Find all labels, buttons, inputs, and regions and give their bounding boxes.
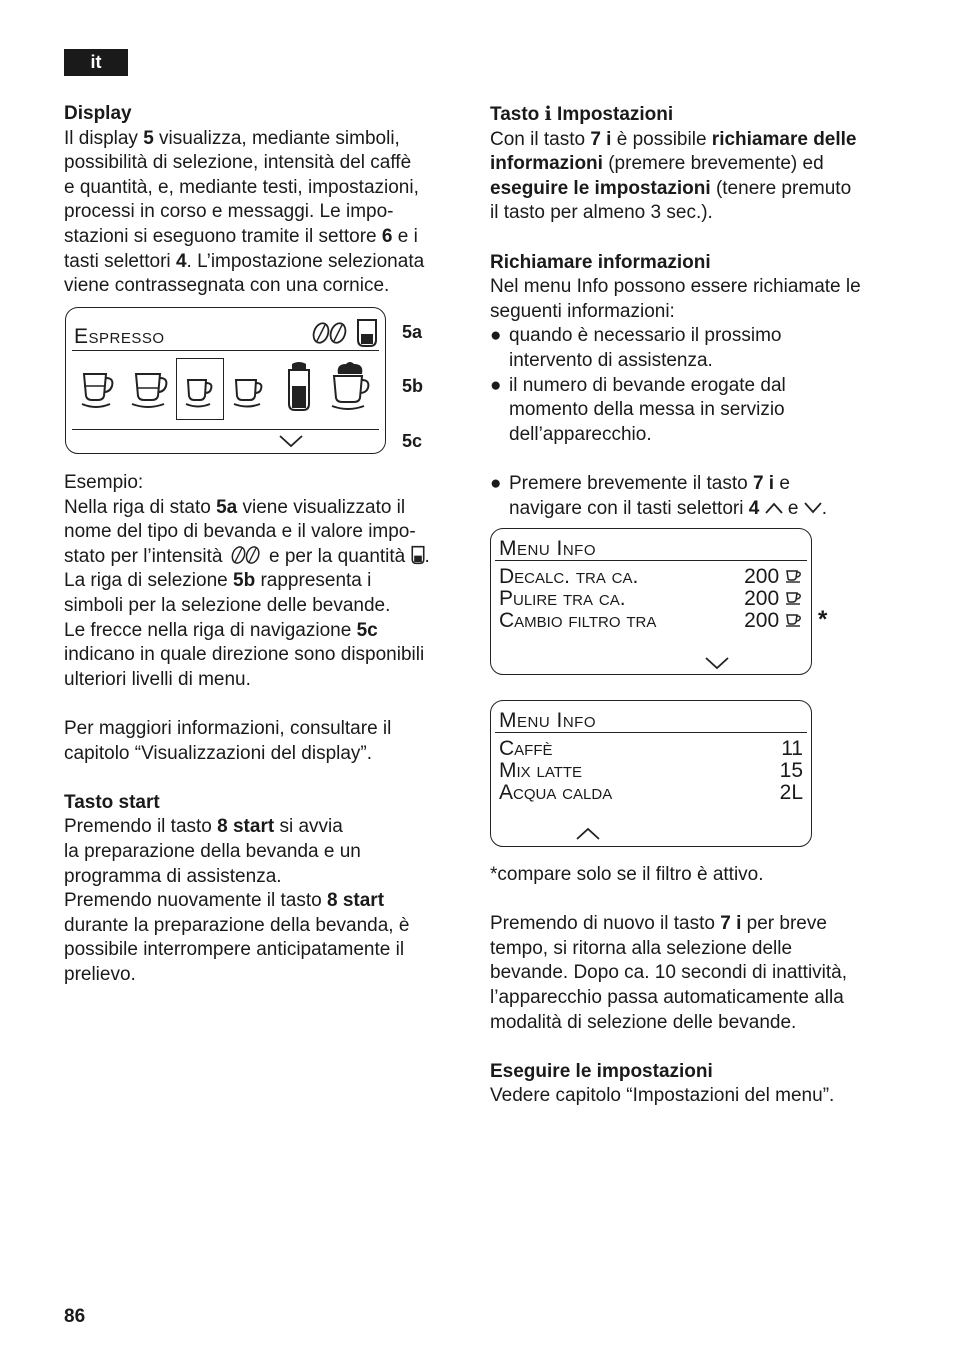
example-line: indicano in quale direzione sono disponibili [64, 644, 425, 666]
exec-heading: Eseguire le impostazioni [490, 1060, 713, 1082]
lcd-espresso [65, 307, 386, 454]
settings-line: eseguire le impostazioni (tenere premuto [490, 177, 852, 199]
settings-line: il tasto per almeno 3 sec.). [490, 202, 713, 224]
lcd-divider [72, 350, 379, 351]
bullet-line: il numero di bevande erogate dal [509, 374, 786, 396]
return-line: Premendo di nuovo il tasto 7 i per breve [490, 913, 827, 935]
info-row: Mix latte 15 [499, 759, 803, 782]
example-line: Esempio: [64, 472, 144, 493]
bullet-line: momento della messa in servizio [509, 399, 785, 421]
bullet-line: quando è necessario il prossimo [509, 325, 782, 347]
bullet-line: dell’apparecchio. [509, 423, 652, 445]
label-5b: 5b [402, 376, 424, 396]
info-intro: Nel menu Info possono essere richiamate le [490, 276, 861, 298]
right-column-lower [490, 863, 900, 1109]
two-beans-icon [228, 545, 264, 565]
bullet-item [490, 324, 900, 373]
start-line: prelievo. [64, 963, 136, 985]
bullet-line: Premere brevemente il tasto 7 i e [509, 472, 790, 494]
start-heading: Tasto start [64, 791, 160, 813]
chevron-down-icon [278, 434, 304, 448]
return-line: modalità di selezione delle bevande. [490, 1011, 797, 1033]
return-line: bevande. Dopo ca. 10 secondi di inattività, [490, 962, 848, 984]
example-line: stato per l’intensità e per la quantità . [64, 545, 430, 567]
chevron-down-icon [704, 656, 730, 670]
settings-line: Con il tasto 7 i è possibile richiamare delle [490, 128, 857, 150]
info-row: Decalc. tra ca. 200 [499, 566, 803, 588]
display-line: processi in corso e messaggi. Le impo- [64, 201, 394, 223]
display-line: e quantità, e, mediante testi, impostazioni, [64, 176, 419, 198]
cup-fill-icon [411, 545, 425, 565]
settings-heading: Tasto i Impostazioni [490, 103, 674, 125]
cappuccino-icon [330, 360, 372, 412]
cup-selected-icon [184, 374, 218, 410]
lcd-title: Menu Info [499, 709, 596, 732]
chevron-down-icon [804, 502, 822, 514]
bullet-dot-icon: ● [490, 325, 502, 347]
double-cup-icon [130, 368, 174, 412]
page-number: 86 [64, 1306, 86, 1327]
example-line: Le frecce nella riga di navigazione 5c [64, 619, 378, 641]
return-line: l’apparecchio passa automaticamente alla [490, 986, 844, 1008]
start-line: Premendo nuovamente il tasto 8 start [64, 890, 385, 912]
cup-fill-icon [356, 318, 378, 348]
more-info-line: Per maggiori informazioni, consultare il [64, 717, 392, 739]
cup-small-icon [785, 591, 803, 605]
language-tag: it [64, 49, 128, 76]
example-line: Nella riga di stato 5a viene visualizzato il [64, 496, 406, 518]
display-heading: Display [64, 103, 132, 124]
bullet-item [490, 472, 900, 521]
bullet-line: intervento di assistenza. [509, 349, 713, 371]
info-row: Pulire tra ca. 200 [499, 588, 803, 610]
info-intro: seguenti informazioni: [490, 300, 675, 322]
display-line: Il display 5 visualizza, mediante simboli, [64, 127, 400, 149]
start-line: durante la preparazione della bevanda, è [64, 914, 410, 936]
cup-small-icon [785, 613, 803, 627]
lcd-divider [495, 732, 807, 733]
start-line: possibile interrompere anticipatamente il [64, 939, 405, 961]
chevron-up-icon [765, 502, 783, 514]
double-cup-icon [80, 368, 120, 412]
right-column [490, 102, 900, 521]
lcd-divider [72, 429, 379, 430]
bullet-item [490, 374, 900, 448]
left-column [64, 102, 464, 299]
footnote: *compare solo se il filtro è attivo. [490, 864, 764, 885]
display-line: stazioni si eseguono tramite il settore 6 e i [64, 225, 418, 247]
milk-jug-icon [284, 360, 314, 412]
lcd-title: Espresso [74, 325, 165, 348]
example-line: La riga di selezione 5b rappresenta i [64, 570, 372, 592]
display-line: viene contrassegnata con una cornice. [64, 275, 390, 297]
example-line: ulteriori livelli di menu. [64, 668, 251, 690]
exec-text: Vedere capitolo “Impostazioni del menu”. [490, 1085, 835, 1107]
two-beans-icon [310, 321, 350, 345]
left-column-lower [64, 471, 464, 987]
return-line: tempo, si ritorna alla selezione delle [490, 937, 793, 959]
info-row: Cambio filtro tra 200 [499, 610, 803, 632]
start-line: programma di assistenza. [64, 865, 282, 887]
lcd-title: Menu Info [499, 537, 596, 560]
settings-line: informazioni (premere brevemente) ed [490, 153, 824, 175]
bullet-line: navigare con il tasti selettori 4 e . [509, 497, 827, 519]
lcd-menu-info-counts [490, 700, 812, 847]
cup-small-icon [785, 569, 803, 583]
start-line: Premendo il tasto 8 start si avvia [64, 816, 343, 838]
more-info-line: capitolo “Visualizzazioni del display”. [64, 742, 373, 764]
info-row: Acqua calda 2L [499, 781, 803, 804]
example-line: simboli per la selezione delle bevande. [64, 594, 391, 616]
lcd-divider [495, 560, 807, 561]
bullet-dot-icon: ● [490, 374, 502, 396]
display-line: tasti selettori 4. L’impostazione selezionata [64, 250, 425, 272]
label-5a: 5a [402, 322, 423, 342]
info-row: Caffè 11 [499, 737, 803, 760]
start-line: la preparazione della bevanda e un [64, 840, 361, 862]
label-5c: 5c [402, 431, 423, 451]
bullet-dot-icon: ● [490, 472, 502, 494]
asterisk-marker: * [818, 606, 828, 633]
info-heading: Richiamare informazioni [490, 251, 711, 273]
lcd-menu-info-service [490, 528, 812, 675]
display-line: possibilità di selezione, intensità del caffè [64, 152, 412, 174]
cup-icon [232, 374, 268, 410]
example-line: nome del tipo di bevanda e il valore impo- [64, 521, 416, 543]
chevron-up-icon [575, 827, 601, 841]
